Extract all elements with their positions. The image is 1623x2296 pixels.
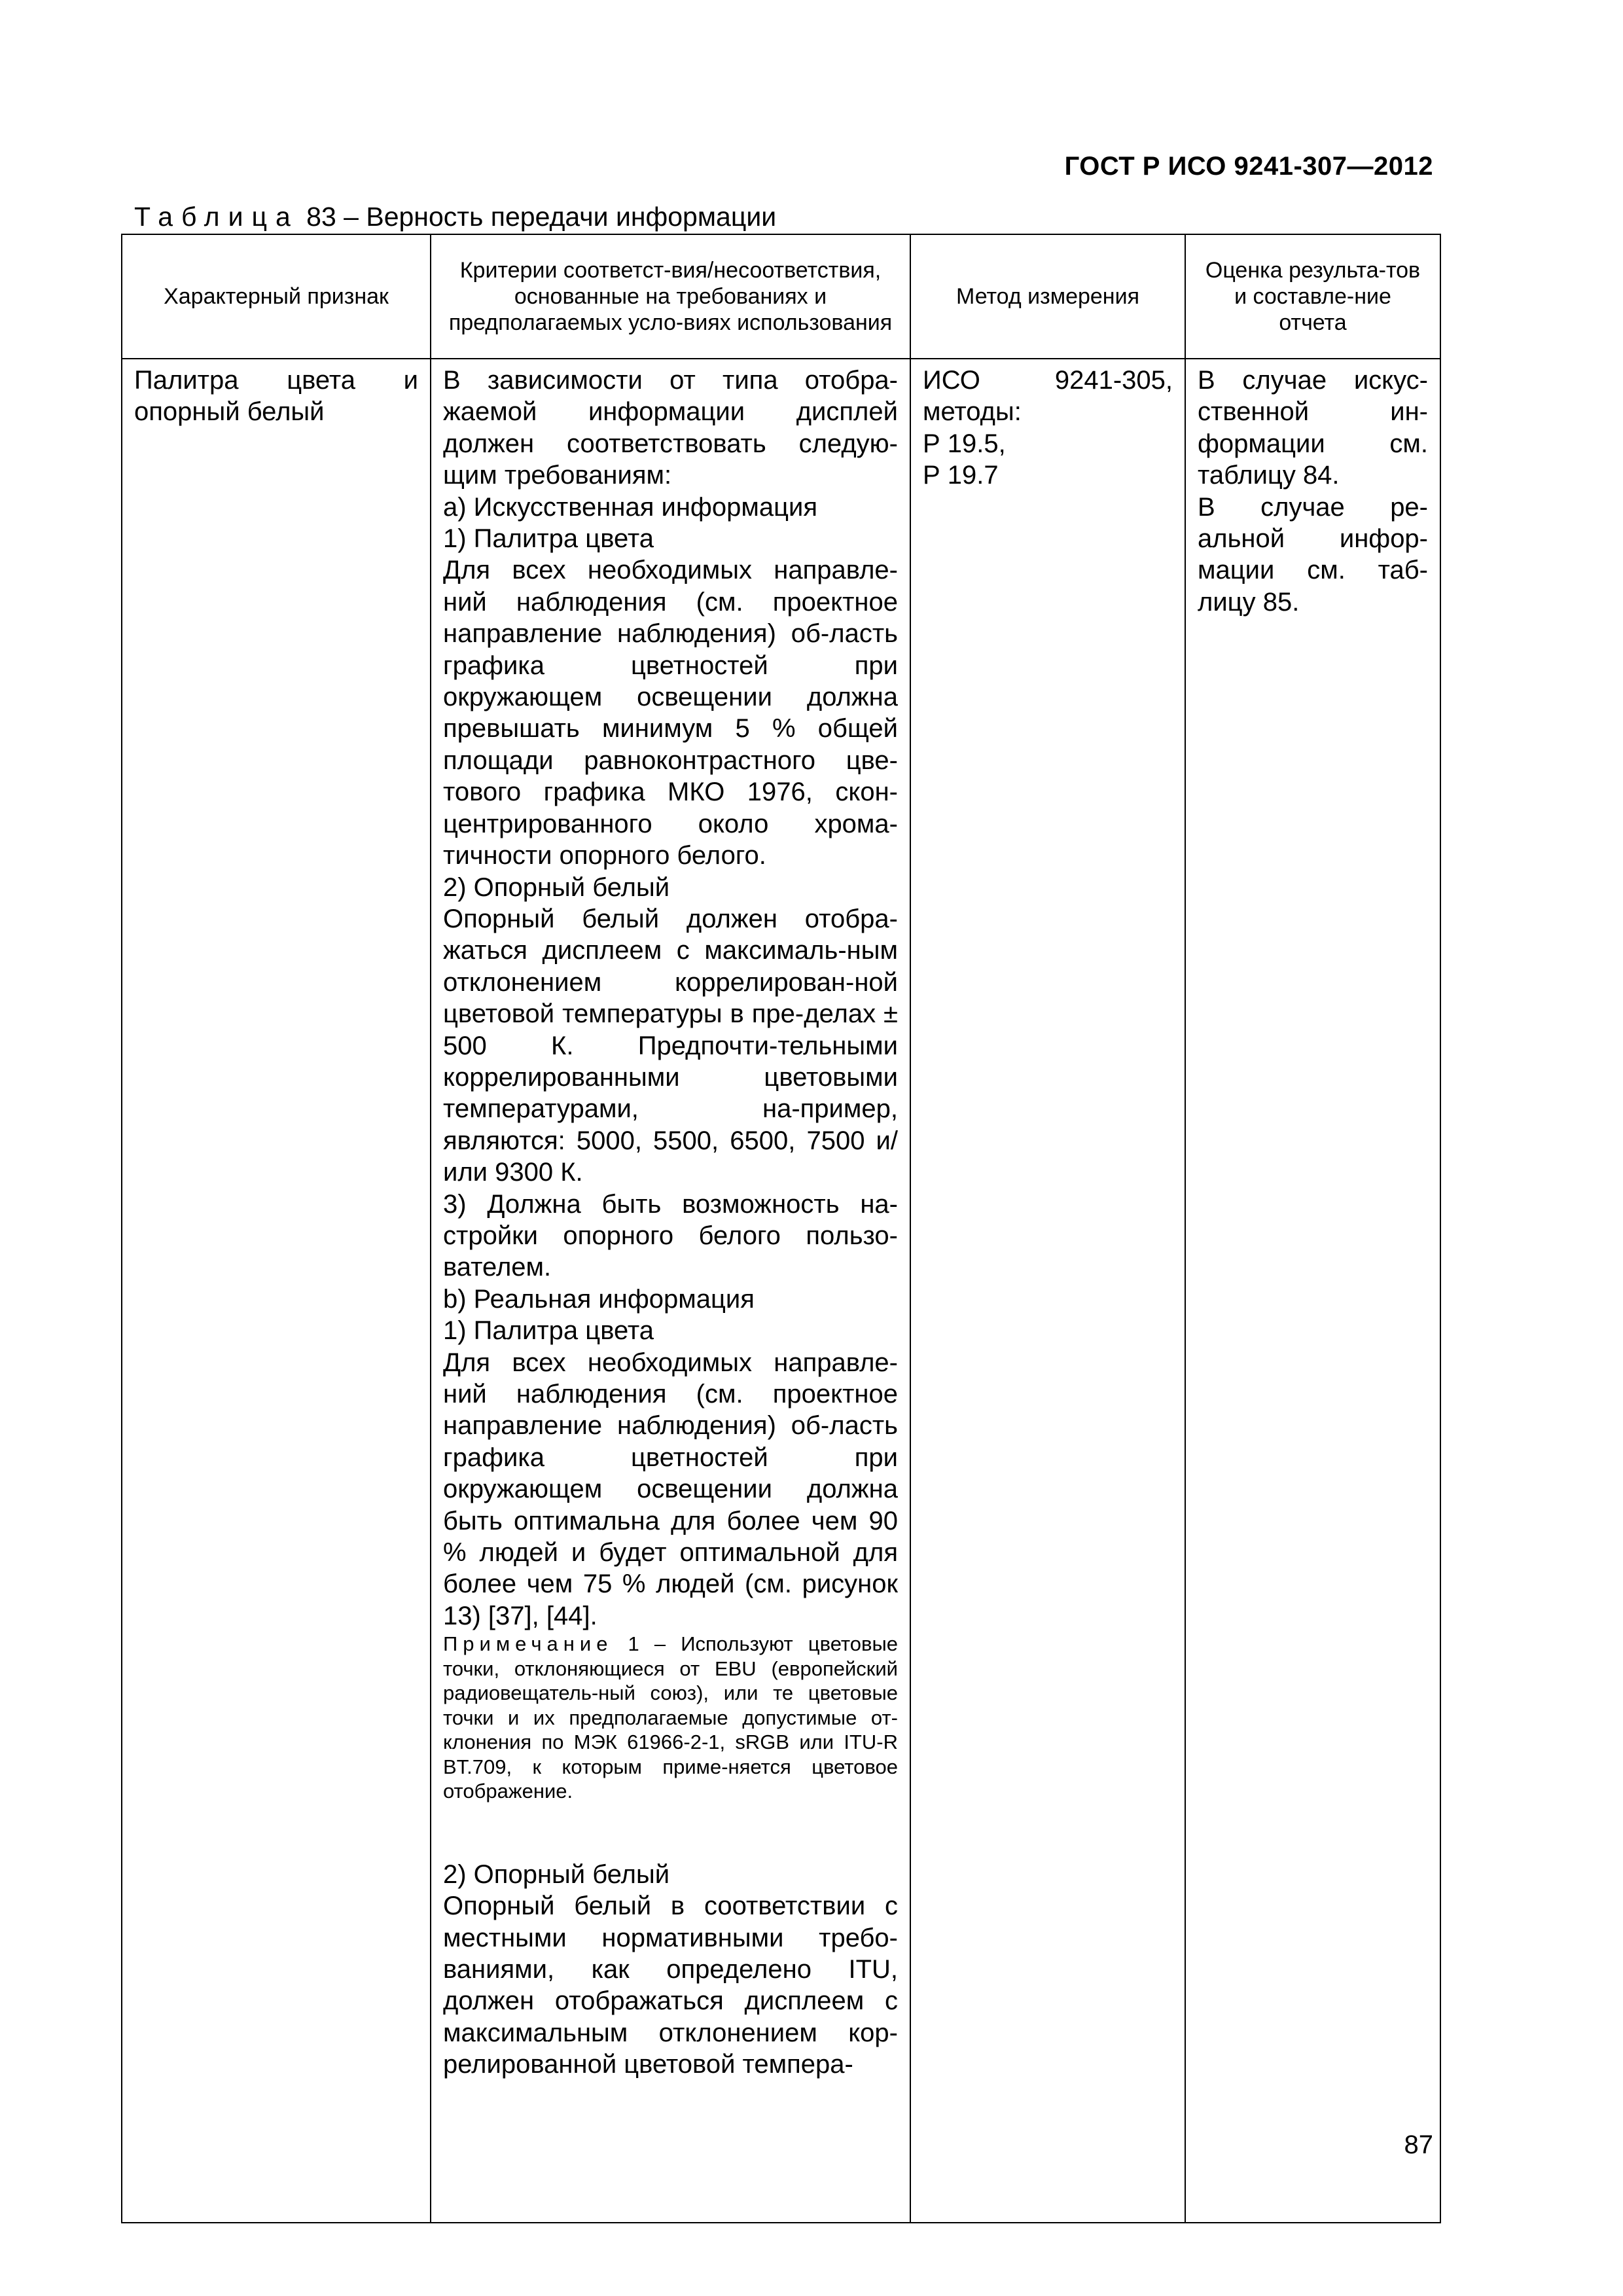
- criteria-paragraph: 2) Опорный белый: [443, 1859, 670, 1889]
- criteria-paragraph: Для всех необходимых направле-ний наблюдения (см. проектное направление наблюдения) об-ласть графика цветностей при окружающем освещении должна быть оптимальна для более чем 90 % людей и будет оптимальной для более чем 75 % людей (см. рисунок 13) [37], [44].: [443, 1348, 898, 1630]
- column-header-criteria: Критерии соответст-вия/несоответствия, основанные на требованиях и предполагаемых усло-виях использования: [431, 234, 910, 359]
- evaluation-paragraph: В случае ре-альной инфор-мации см. таб-лицу 85.: [1198, 492, 1428, 617]
- table-caption-text: 83 – Верность передачи информации: [298, 202, 777, 232]
- evaluation-paragraph: В случае искус-ственной ин-формации см. таблицу 84.: [1198, 366, 1428, 490]
- method-text: [911, 359, 1185, 492]
- table-caption: [134, 202, 776, 232]
- criteria-paragraph: а) Искусственная информация: [443, 492, 817, 522]
- spacer: [443, 1804, 898, 1859]
- criteria-paragraph: 1) Палитра цвета: [443, 1316, 654, 1346]
- feature-text: Палитра цвета и опорный белый: [134, 366, 418, 427]
- method-line: ИСО 9241-305, методы:: [923, 366, 1173, 427]
- table-header-row: [122, 234, 1440, 359]
- cell-feature: [122, 359, 431, 2223]
- criteria-paragraph: 1) Палитра цвета: [443, 524, 654, 554]
- criteria-paragraph: b) Реальная информация: [443, 1284, 755, 1314]
- column-header-method: Метод измерения: [910, 234, 1185, 359]
- page-number: 87: [1404, 2130, 1433, 2159]
- column-header-feature: Характерный признак: [122, 234, 431, 359]
- criteria-paragraph: 2) Опорный белый: [443, 872, 670, 902]
- data-table: [121, 234, 1441, 2223]
- table-row: [122, 359, 1440, 2223]
- method-line: Р 19.7: [923, 461, 999, 490]
- method-line: Р 19.5,: [923, 429, 1006, 458]
- column-header-evaluation: Оценка результа-тов и составле-ние отчета: [1185, 234, 1440, 359]
- table-caption-label: Таблица: [134, 202, 299, 232]
- cell-evaluation: [1185, 359, 1440, 2223]
- criteria-paragraph: 3) Должна быть возможность на-стройки опорного белого пользо-вателем.: [443, 1189, 898, 1282]
- note-text: 1 – Используют цветовые точки, отклоняющиеся от EBU (европейский радиовещатель-ный союз), или те цветовые точки и их предполагаемые допустимые от-клонения по МЭК 61966-2-1, sRGB или ITU-R BT.709, к которым приме-няется цветовое отображение.: [443, 1632, 898, 1803]
- cell-method: [910, 359, 1185, 2223]
- evaluation-text: [1186, 359, 1440, 618]
- note: [443, 1632, 898, 1804]
- cell-criteria: [431, 359, 910, 2223]
- criteria-paragraph: Опорный белый в соответствии с местными нормативными требо-ваниями, как определено ITU, должен отображаться дисплеем с максимальным отклонением кор-релированной цветовой темпера-: [443, 1892, 898, 2079]
- document-header: ГОСТ Р ИСО 9241-307—2012: [1064, 152, 1433, 181]
- criteria-paragraph: В зависимости от типа отобра-жаемой информации дисплей должен соответствовать следую-щим требованиям:: [443, 366, 898, 490]
- criteria-paragraph: Опорный белый должен отобра-жаться дисплеем с максималь-ным отклонением коррелирован-ной цветовой температуры в пре-делах ± 500 К. Предпочти-тельными коррелированными цветовыми температурами, на-пример, являются: 5000, 5500, 6500, 7500 и/или 9300 К.: [443, 904, 898, 1187]
- note-label: Примечание: [443, 1632, 613, 1656]
- criteria-paragraph: Для всех необходимых направле-ний наблюдения (см. проектное направление наблюдения) об-ласть графика цветностей при окружающем освещении должна превышать минимум 5 % общей площади равноконтрастного цве-тового графика МКО 1976, скон-центрированного около хрома-тичности опорного белого.: [443, 556, 898, 870]
- criteria-text: [431, 359, 910, 2081]
